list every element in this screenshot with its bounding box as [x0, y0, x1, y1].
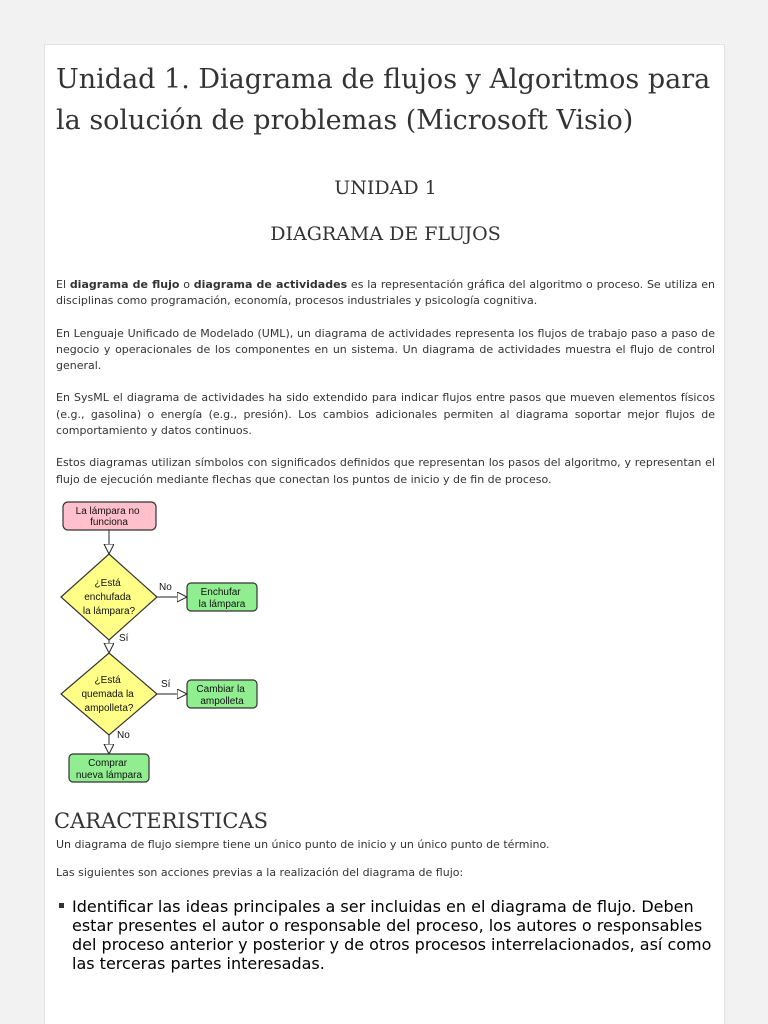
- flowchart-action-enchufar-text: Enchufar la lámpara: [198, 586, 246, 610]
- paragraph-uml: En Lenguaje Unificado de Modelado (UML), un diagrama de actividades representa los flujos de trabajo paso a paso de negocio y operacionales de los componentes en un sistema. Un diagrama de actividades muestra el flujo de control general.: [56, 326, 715, 373]
- document-page: [44, 44, 725, 1024]
- characteristics-heading: CARACTERISTICAS: [54, 808, 269, 833]
- flowchart-action-cambiar-text: Cambiar la ampolleta: [196, 683, 245, 707]
- paragraph-symbols: Estos diagramas utilizan símbolos con significados definidos que representan los pasos del algoritmo, y representan el flujo de ejecución mediante flechas que conectan los puntos de inicio y de fin de proceso.: [56, 456, 715, 486]
- label-q1-no: No: [159, 581, 172, 593]
- page-title: Unidad 1. Diagrama de flujos y Algoritmos para la solución de problemas (Microsoft Visio): [56, 64, 711, 136]
- paragraph-previous-actions: Las siguientes son acciones previas a la realización del diagrama de flujo:: [56, 866, 464, 880]
- paragraph-sysml: En SysML el diagrama de actividades ha sido extendido para indicar flujos entre pasos que mueven elementos físicos (e.g., gasolina) o energía (e.g., presión). Los cambios adicionales permiten al diagrama soportar mejor flujos de comportamiento y datos continuos.: [56, 391, 715, 438]
- flowchart-decision-1-text: ¿Está enchufada la lámpara?: [82, 577, 136, 617]
- label-q2-yes: Sí: [161, 678, 171, 690]
- paragraph-start-end: Un diagrama de flujo siempre tiene un único punto de inicio y un único punto de término.: [56, 837, 550, 851]
- actions-list: [56, 897, 715, 973]
- unit-heading: UNIDAD 1: [334, 177, 437, 199]
- bullet-icon: [59, 903, 64, 908]
- flowchart-decision-2-text: ¿Está quemada la ampolleta?: [81, 674, 134, 714]
- label-q1-yes: Sí: [119, 632, 129, 644]
- flowchart-diagram: [56, 501, 316, 786]
- document-content: [56, 59, 715, 973]
- paragraph-definition: El diagrama de flujo o diagrama de actividades es la representación gráfica del algoritmo o proceso. Se utiliza en disciplinas como programación, economía, procesos industriales y psicología cognitiva.: [56, 278, 715, 308]
- flowchart-end-text: Comprar nueva lámpara: [75, 757, 143, 781]
- section-title-heading: DIAGRAMA DE FLUJOS: [270, 223, 501, 245]
- label-q2-no: No: [117, 729, 130, 741]
- list-item: Identificar las ideas principales a ser incluidas en el diagrama de flujo. Deben estar presentes el autor o responsable del proceso, los autores o responsables del proceso anterior y posterior y de otros procesos interrelacionados, así como las terceras partes interesadas.: [56, 897, 715, 973]
- flowchart-start-text: La lámpara no funciona: [75, 505, 140, 528]
